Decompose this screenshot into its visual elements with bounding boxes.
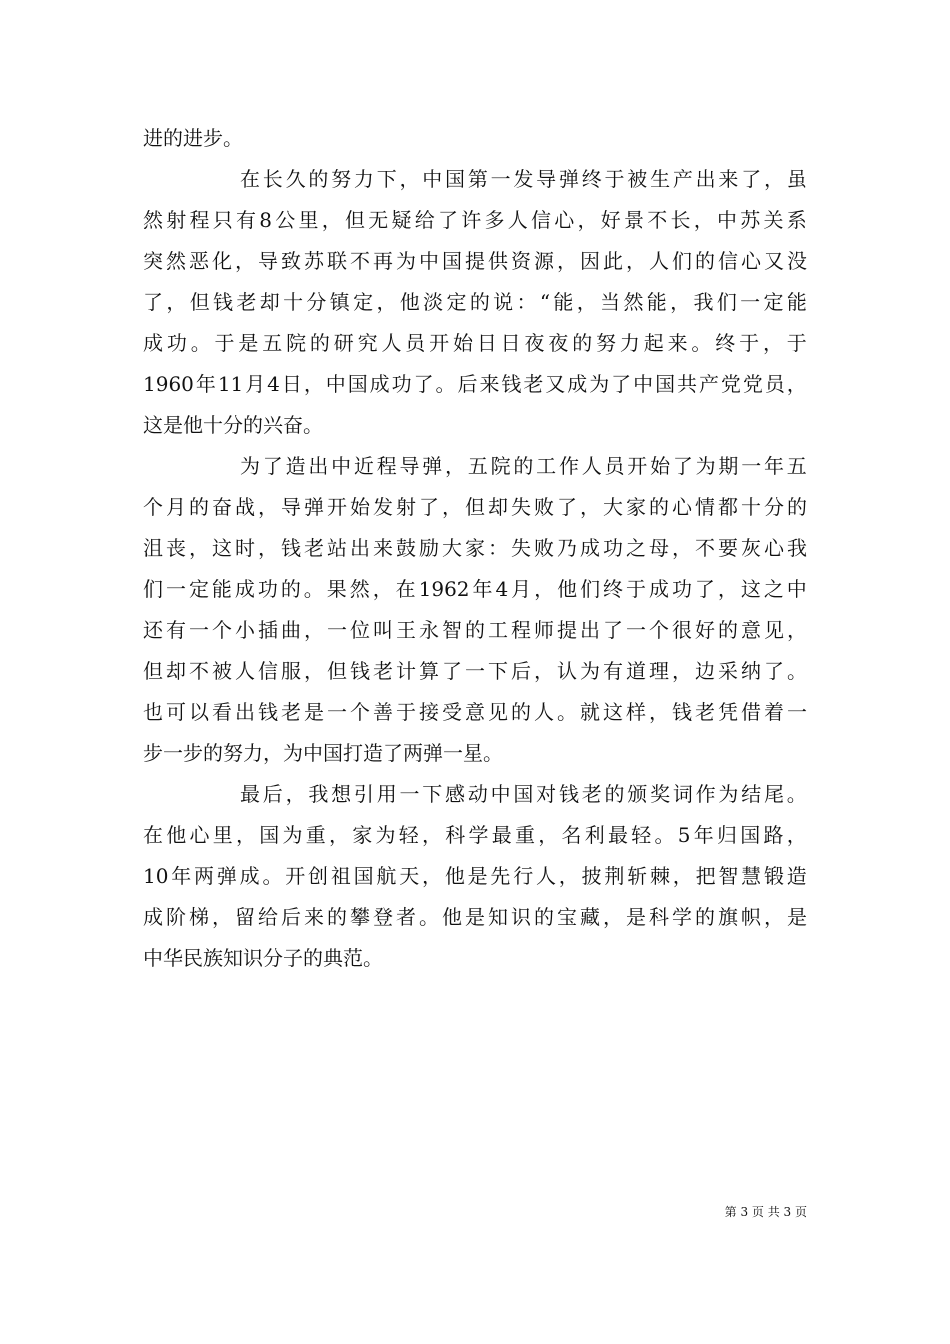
paragraph bbox=[143, 446, 807, 774]
text-line: 然 射 程 只 有 8 公 里 ， 但 无 疑 给 了 许 多 人 信 心 ， 好 景 不 长 ， 中 苏 关 系 bbox=[143, 208, 807, 232]
text-line: 步一步的努力，为中国打造了两弹一星。 bbox=[143, 741, 503, 765]
text-line: 在 长 久 的 努 力 下 ， 中 国 第 一 发 导 弹 终 于 被 生 产 出 来 了 ， 虽 bbox=[240, 167, 807, 191]
text-line: 还 有 一 个 小 插 曲 ， 一 位 叫 王 永 智 的 工 程 师 提 出 了 一 个 很 好 的 意 见 ， bbox=[143, 618, 807, 642]
paragraph bbox=[143, 118, 807, 159]
article-body bbox=[143, 118, 807, 979]
text-line: 在 他 心 里 ， 国 为 重 ， 家 为 轻 ， 科 学 最 重 ， 名 利 最 轻 。 5 年 归 国 路 ， bbox=[143, 823, 807, 847]
text-line: 1960 年 11 月 4 日 ， 中 国 成 功 了 。 后 来 钱 老 又 成 为 了 中 国 共 产 党 党 员 ， bbox=[143, 372, 807, 396]
text-line: 突 然 恶 化 ， 导 致 苏 联 不 再 为 中 国 提 供 资 源 ， 因 此 ， 人 们 的 信 心 又 没 bbox=[143, 249, 807, 273]
text-line: 但 却 不 被 人 信 服 ， 但 钱 老 计 算 了 一 下 后 ， 认 为 有 道 理 ， 边 采 纳 了 。 bbox=[143, 659, 807, 683]
text-line: 成 阶 梯 ， 留 给 后 来 的 攀 登 者 。 他 是 知 识 的 宝 藏 ， 是 科 学 的 旗 帜 ， 是 bbox=[143, 905, 807, 929]
paragraph bbox=[143, 774, 807, 979]
text-line: 个 月 的 奋 战 ， 导 弹 开 始 发 射 了 ， 但 却 失 败 了 ， 大 家 的 心 情 都 十 分 的 bbox=[143, 495, 807, 519]
text-line: 沮 丧 ， 这 时 ， 钱 老 站 出 来 鼓 励 大 家 ： 失 败 乃 成 功 之 母 ， 不 要 灰 心 我 bbox=[143, 536, 807, 560]
page-number-footer: 第 3 页 共 3 页 bbox=[724, 1205, 807, 1219]
text-line: 10 年 两 弹 成 。 开 创 祖 国 航 天 ， 他 是 先 行 人 ， 披 荆 斩 棘 ， 把 智 慧 锻 造 bbox=[143, 864, 807, 888]
text-line: 成 功 。 于 是 五 院 的 研 究 人 员 开 始 日 日 夜 夜 的 努 力 起 来 。 终 于 ， 于 bbox=[143, 331, 807, 355]
text-line: 进的进步。 bbox=[143, 126, 243, 150]
text-line: 最 后 ， 我 想 引 用 一 下 感 动 中 国 对 钱 老 的 颁 奖 词 作 为 结 尾 。 bbox=[240, 782, 807, 806]
text-line: 中华民族知识分子的典范。 bbox=[143, 946, 383, 970]
text-line: 为 了 造 出 中 近 程 导 弹 ， 五 院 的 工 作 人 员 开 始 了 为 期 一 年 五 bbox=[240, 454, 807, 478]
text-line: 们 一 定 能 成 功 的 。 果 然 ， 在 1962 年 4 月 ， 他 们 终 于 成 功 了 ， 这 之 中 bbox=[143, 577, 807, 601]
paragraph bbox=[143, 159, 807, 446]
text-line: 这是他十分的兴奋。 bbox=[143, 413, 323, 437]
text-line: 也 可 以 看 出 钱 老 是 一 个 善 于 接 受 意 见 的 人 。 就 这 样 ， 钱 老 凭 借 着 一 bbox=[143, 700, 807, 724]
text-line: 了 ， 但 钱 老 却 十 分 镇 定 ， 他 淡 定 的 说 ： “ 能 ， 当 然 能 ， 我 们 一 定 能 bbox=[143, 290, 807, 314]
